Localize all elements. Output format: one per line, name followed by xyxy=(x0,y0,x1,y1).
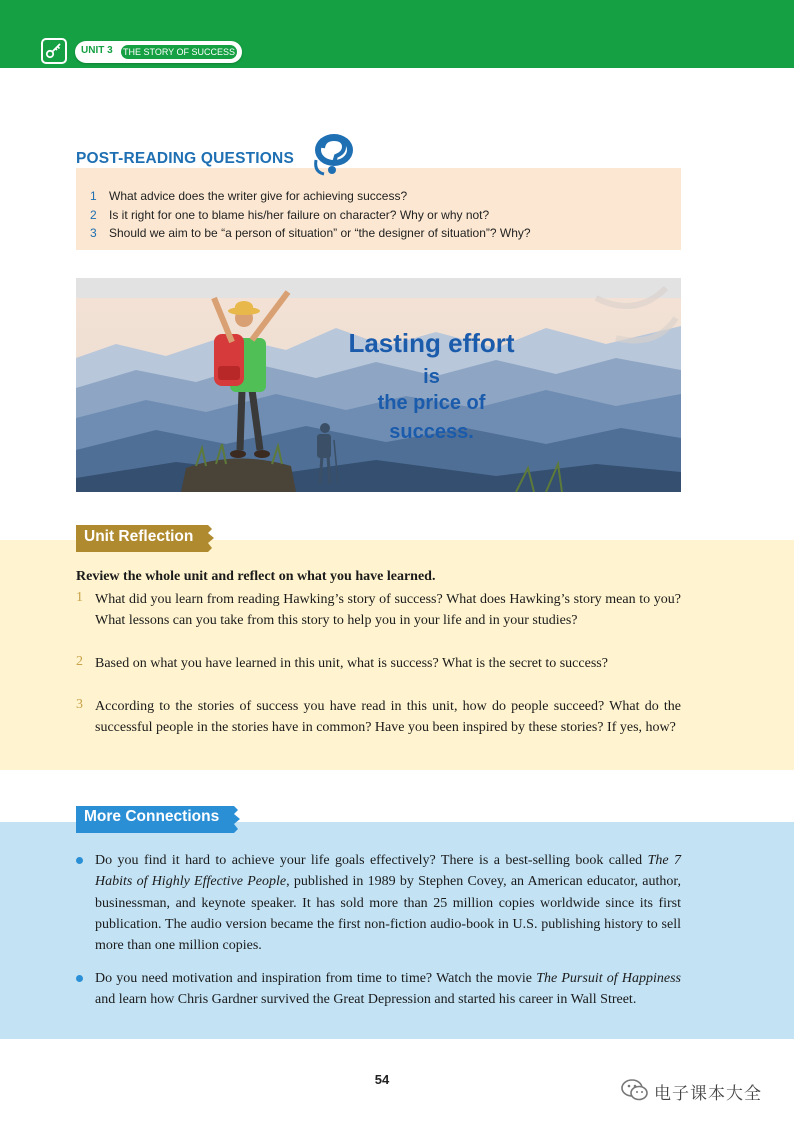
connection-item-movie xyxy=(95,968,681,1011)
question-text: Should we aim to be “a person of situation” or “the designer of situation”? Why? xyxy=(109,226,531,240)
question-number: 1 xyxy=(90,189,97,203)
banner-line-4: success. xyxy=(389,421,474,443)
connection-text: Do you need motivation and inspiration from time to time? Watch the movie xyxy=(95,971,537,986)
connection-text: and learn how Chris Gardner survived the Great Depression and started his career in Wall Street. xyxy=(95,992,637,1008)
unit-badge xyxy=(75,41,242,63)
motivation-banner xyxy=(76,278,681,492)
reflection-item: Based on what you have learned in this unit, what is success? What is the secret to success? xyxy=(95,656,608,671)
unit-number: UNIT 3 xyxy=(81,45,113,56)
connection-text: Do you find it hard to achieve your life goals effectively? There is a best-selling book called xyxy=(95,853,648,868)
question-mark-icon xyxy=(310,130,356,178)
unit-title: THE STORY OF SUCCESS xyxy=(122,47,236,57)
unit-key-icon xyxy=(41,38,67,64)
question-number: 3 xyxy=(90,226,97,240)
banner-line-2: is xyxy=(423,366,440,388)
unit-reflection-title: Unit Reflection xyxy=(84,528,194,545)
book-title: The 7 Habits of Highly Effective People xyxy=(95,853,681,890)
post-reading-list xyxy=(90,187,531,243)
connection-text: , published in 1989 by Stephen Covey, an American educator, author, businessman, and keynote speaker. It has sold more than 25 million copies worldwide since its first publication. The audio version became the first non-fiction audio-book in U.S. publishing history to sell more than one million copies. xyxy=(95,874,681,954)
question-number: 2 xyxy=(90,207,97,222)
bullet-icon xyxy=(76,975,83,982)
reflection-intro: Review the whole unit and reflect on what you have learned. xyxy=(76,569,436,584)
page-number: 54 xyxy=(374,1072,390,1087)
list-item xyxy=(90,224,531,243)
connection-item-book xyxy=(95,850,681,956)
banner-line-3: the price of xyxy=(377,392,486,414)
bullet-icon xyxy=(76,857,83,864)
list-item xyxy=(90,187,531,206)
question-text: Is it right for one to blame his/her failure on character? Why or why not? xyxy=(109,207,490,222)
reflection-item: What did you learn from reading Hawking’s story of success? What does Hawking’s story mean to you? What lessons can you take from this story to help you in your life and in your studies? xyxy=(95,592,681,629)
movie-title: The Pursuit of Happiness xyxy=(536,971,682,986)
wechat-icon xyxy=(620,1077,650,1103)
watermark xyxy=(620,1077,780,1103)
more-connections-title: More Connections xyxy=(84,808,220,825)
question-text: What advice does the writer give for achieving success? xyxy=(109,189,408,203)
banner-line-1: Lasting effort xyxy=(348,328,515,358)
list-item xyxy=(90,206,531,225)
reflection-number: 3 xyxy=(76,697,83,712)
reflection-item: According to the stories of success you have read in this unit, how do people succeed? What do the successful people in the stories have in common? Have you been inspired by these stories? If yes, how? xyxy=(95,699,681,736)
post-reading-title: POST-READING QUESTIONS xyxy=(76,150,294,167)
reflection-number: 2 xyxy=(76,654,83,669)
reflection-number: 1 xyxy=(76,590,83,605)
watermark-text: 电子课本大全 xyxy=(654,1084,762,1103)
